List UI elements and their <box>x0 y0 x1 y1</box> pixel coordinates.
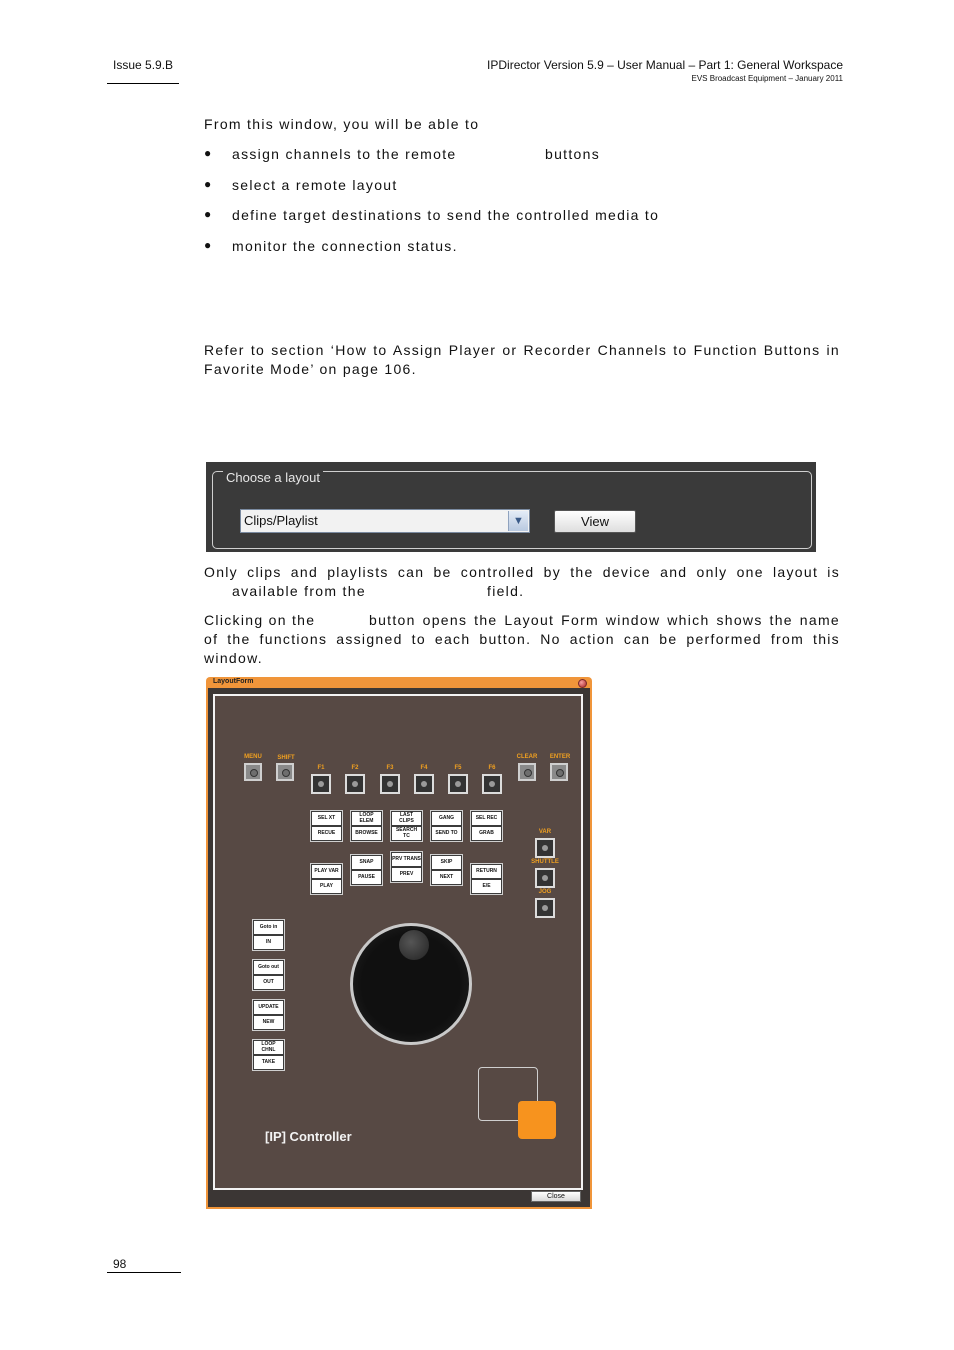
f5-key-label: F5 <box>454 765 462 771</box>
menu-key[interactable] <box>244 763 262 781</box>
controller-board <box>213 694 583 1190</box>
header-rule-left <box>107 83 179 84</box>
function-key[interactable] <box>430 810 463 842</box>
var-key[interactable] <box>535 838 555 858</box>
layout-form-window <box>206 677 592 1209</box>
function-key-bottom-label: E/E <box>472 880 501 893</box>
bullet-dot: ● <box>204 207 213 221</box>
choose-layout-group <box>212 471 812 549</box>
shift-key-label: SHIFT <box>277 755 295 761</box>
function-key-bottom-label: TAKE <box>254 1056 283 1069</box>
bullet-item <box>204 177 844 197</box>
only-clips-paragraph <box>204 563 840 603</box>
layout-select[interactable] <box>240 509 530 533</box>
function-key[interactable] <box>252 1039 285 1071</box>
f4-key-label: F4 <box>420 765 428 771</box>
clicking-paragraph <box>204 611 840 671</box>
function-key-bottom-label: NEXT <box>432 871 461 884</box>
f2-key-label: F2 <box>351 765 359 771</box>
bullet-item <box>204 207 844 227</box>
bullet-text: assign channels to the remote <box>232 146 457 162</box>
layout-form-body <box>208 688 590 1207</box>
function-key-top-label: LOOP ELEM <box>352 812 381 825</box>
function-key-top-label: SKIP <box>432 856 461 869</box>
function-key-top-label: SEL XT <box>312 812 341 825</box>
f3-key-label: F3 <box>386 765 394 771</box>
function-key[interactable] <box>252 959 285 991</box>
bullet-dot: ● <box>204 146 213 160</box>
function-key-bottom-label: BROWSE <box>352 827 381 840</box>
ip-logo-square <box>518 1101 556 1139</box>
bullet-dot: ● <box>204 177 213 191</box>
clicking-line3: window. <box>204 650 263 666</box>
function-key[interactable] <box>470 810 503 842</box>
function-key-top-label: SNAP <box>352 856 381 869</box>
function-key-top-label: Goto in <box>254 921 283 934</box>
function-key-bottom-label: IN <box>254 936 283 949</box>
jog-wheel[interactable] <box>350 923 472 1045</box>
function-key[interactable] <box>310 810 343 842</box>
refer-paragraph: Refer to section ‘How to Assign Player or Recorder Channels to Function Buttons in Favorite Mode’ on page 106. <box>204 342 840 377</box>
menu-key-label: MENU <box>244 754 262 760</box>
function-key[interactable] <box>390 851 423 883</box>
f6-key-label: F6 <box>488 765 496 771</box>
shift-key[interactable] <box>276 763 294 781</box>
clicking-line1-start: Clicking on the <box>204 612 316 628</box>
clear-key[interactable] <box>518 763 536 781</box>
bullet-text: select a remote layout <box>232 177 398 193</box>
f4-key[interactable] <box>414 774 434 794</box>
function-key[interactable] <box>310 863 343 895</box>
f6-key[interactable] <box>482 774 502 794</box>
only-clips-line2-start: available from the <box>232 583 366 599</box>
function-key-top-label: Goto out <box>254 961 283 974</box>
f3-key[interactable] <box>380 774 400 794</box>
f1-key[interactable] <box>311 774 331 794</box>
bullet-text: define target destinations to send the controlled media to <box>232 207 660 223</box>
enter-key-label: ENTER <box>549 754 571 760</box>
close-button[interactable]: Close <box>531 1191 581 1202</box>
bullet-dot: ● <box>204 238 213 252</box>
function-key-top-label: GANG <box>432 812 461 825</box>
function-key[interactable] <box>350 810 383 842</box>
close-icon[interactable] <box>578 679 587 688</box>
footer-rule <box>107 1272 181 1273</box>
function-key-bottom-label: OUT <box>254 976 283 989</box>
f5-key[interactable] <box>448 774 468 794</box>
function-key-bottom-label: PREV <box>392 868 421 881</box>
jog-key-label: JOG <box>538 889 552 895</box>
enter-key[interactable] <box>550 763 568 781</box>
function-key[interactable] <box>390 810 423 842</box>
bullet-item <box>204 146 844 166</box>
function-key[interactable] <box>350 854 383 886</box>
function-key-top-label: PLAY VAR <box>312 865 341 878</box>
intro-text: From this window, you will be able to <box>204 116 480 132</box>
function-key[interactable] <box>252 999 285 1031</box>
shuttle-key[interactable] <box>535 868 555 888</box>
function-key-top-label: RETURN <box>472 865 501 878</box>
f2-key[interactable] <box>345 774 365 794</box>
clicking-line2: of the functions assigned to each button. No action can be performed from this <box>204 631 840 647</box>
f1-key-label: F1 <box>317 765 325 771</box>
bullet-item <box>204 238 844 258</box>
choose-layout-panel <box>206 462 816 552</box>
bullet-text-suffix: buttons <box>545 146 601 162</box>
clicking-line1-end: button opens the Layout Form window which shows the name <box>369 612 840 628</box>
function-key-bottom-label: RECUE <box>312 827 341 840</box>
layout-select-value: Clips/Playlist <box>244 513 318 528</box>
function-key-bottom-label: NEW <box>254 1016 283 1029</box>
document-title: IPDirector Version 5.9 – User Manual – Part 1: General Workspace <box>487 58 843 72</box>
choose-layout-legend: Choose a layout <box>223 470 323 485</box>
function-key-bottom-label: SEND TO <box>432 827 461 840</box>
document-subtitle: EVS Broadcast Equipment – January 2011 <box>691 74 843 83</box>
function-key[interactable] <box>430 854 463 886</box>
function-key-top-label: LAST CLIPS <box>392 812 421 825</box>
function-key-bottom-label: GRAB <box>472 827 501 840</box>
view-button[interactable]: View <box>554 510 636 533</box>
jog-wheel-knob[interactable] <box>398 929 430 961</box>
only-clips-line2-end: field. <box>487 583 525 599</box>
layout-form-title: LayoutForm <box>213 678 254 685</box>
shuttle-key-label: SHUTTLE <box>531 859 559 865</box>
function-key[interactable] <box>252 919 285 951</box>
var-key-label: VAR <box>538 829 552 835</box>
function-key-top-label: LOOP CHNL <box>254 1041 283 1054</box>
function-key-bottom-label: PLAY <box>312 880 341 893</box>
function-key-bottom-label: PAUSE <box>352 871 381 884</box>
bullet-text: monitor the connection status. <box>232 238 458 254</box>
function-key-bottom-label: SEARCH TC <box>392 827 421 840</box>
jog-key[interactable] <box>535 898 555 918</box>
chevron-down-icon[interactable]: ▼ <box>508 511 528 531</box>
clear-key-label: CLEAR <box>516 754 538 760</box>
ip-controller-brand: [IP] Controller <box>265 1129 352 1144</box>
function-key-top-label: PRV TRANS <box>392 853 421 866</box>
function-key[interactable] <box>470 863 503 895</box>
function-key-top-label: SEL REC <box>472 812 501 825</box>
page-number: 98 <box>113 1257 127 1271</box>
issue-label: Issue 5.9.B <box>113 58 174 72</box>
only-clips-line1: Only clips and playlists can be controlled by the device and only one layout is <box>204 564 840 580</box>
function-key-top-label: UPDATE <box>254 1001 283 1014</box>
